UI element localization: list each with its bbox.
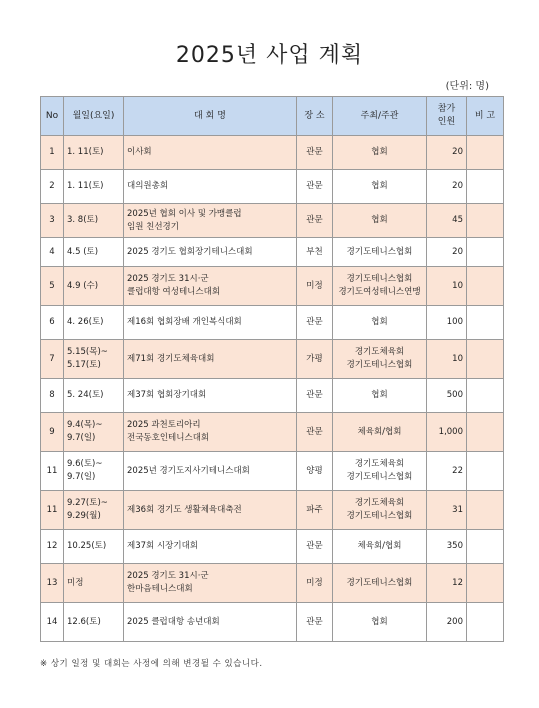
cell-no: 9 <box>41 413 64 452</box>
cell-event-line: 제36회 경기도 생활체육대축전 <box>127 504 242 515</box>
cell-host-line: 경기도테니스협회 <box>346 274 413 284</box>
cell-event <box>124 170 297 204</box>
cell-remarks <box>467 603 504 642</box>
table-row <box>41 413 504 452</box>
cell-date <box>64 530 124 564</box>
cell-participants: 20 <box>427 136 467 170</box>
cell-event-line: 이사회 <box>127 147 152 157</box>
cell-date-line: 9.7(일) <box>67 472 96 482</box>
cell-host-line: 체육회/협회 <box>357 426 402 437</box>
cell-remarks <box>467 379 504 413</box>
cell-date-line: 12.6(토) <box>67 616 101 627</box>
table-body <box>41 136 504 642</box>
cell-place: 미정 <box>297 564 333 603</box>
cell-host <box>333 413 427 452</box>
cell-place: 관문 <box>297 603 333 642</box>
cell-event <box>124 238 297 267</box>
header-remarks: 비 고 <box>467 97 504 136</box>
cell-place: 관문 <box>297 170 333 204</box>
table-row <box>41 267 504 306</box>
cell-date-line: 5.15(목)~ <box>67 347 108 357</box>
cell-event <box>124 379 297 413</box>
cell-participants: 200 <box>427 603 467 642</box>
cell-event <box>124 491 297 530</box>
header-participants <box>427 97 467 136</box>
cell-no: 8 <box>41 379 64 413</box>
header-date: 월일(요일) <box>64 97 124 136</box>
table-row <box>41 306 504 340</box>
cell-participants: 22 <box>427 452 467 491</box>
cell-host <box>333 340 427 379</box>
table-row <box>41 530 504 564</box>
cell-event-line: 2025 경기도 협회장기테니스대회 <box>127 246 253 257</box>
cell-date-line: 5.17(토) <box>67 360 101 370</box>
cell-remarks <box>467 452 504 491</box>
cell-host <box>333 603 427 642</box>
cell-host <box>333 267 427 306</box>
cell-event-line: 2025 경기도 31시·군 <box>127 571 209 581</box>
cell-place: 부천 <box>297 238 333 267</box>
table-row <box>41 603 504 642</box>
cell-date-line: 4.5 (토) <box>67 246 99 257</box>
header-host: 주최/주관 <box>333 97 427 136</box>
cell-participants: 350 <box>427 530 467 564</box>
cell-participants: 12 <box>427 564 467 603</box>
cell-no: 12 <box>41 530 64 564</box>
cell-date-line: 미정 <box>67 577 84 588</box>
cell-date-line: 9.7(일) <box>67 433 96 443</box>
cell-date <box>64 136 124 170</box>
cell-host-line: 경기도체육회 <box>354 347 405 357</box>
header-participants-line: 인원 <box>437 117 456 127</box>
cell-event-line: 2025 경기도 31시·군 <box>127 274 209 284</box>
cell-event <box>124 564 297 603</box>
cell-date <box>64 170 124 204</box>
cell-date <box>64 379 124 413</box>
cell-event-line: 임원 친선경기 <box>127 221 179 232</box>
cell-participants: 20 <box>427 238 467 267</box>
cell-host <box>333 238 427 267</box>
cell-event-line: 제16회 협회장배 개인복식대회 <box>127 317 242 327</box>
cell-date <box>64 238 124 267</box>
cell-host <box>333 170 427 204</box>
cell-host <box>333 564 427 603</box>
header-place: 장 소 <box>297 97 333 136</box>
cell-place: 관문 <box>297 379 333 413</box>
cell-no: 13 <box>41 564 64 603</box>
cell-event-line: 제71회 경기도체육대회 <box>127 353 215 364</box>
cell-event-line: 전국동호인테니스대회 <box>127 433 210 443</box>
cell-event-line: 한마음테니스대회 <box>127 584 193 594</box>
cell-date-line: 4. 26(토) <box>67 317 104 327</box>
cell-no: 14 <box>41 603 64 642</box>
cell-participants: 500 <box>427 379 467 413</box>
cell-place: 가평 <box>297 340 333 379</box>
cell-date <box>64 340 124 379</box>
cell-host-line: 경기도체육회 <box>354 498 405 508</box>
cell-date-line: 5. 24(토) <box>67 390 104 400</box>
cell-host <box>333 306 427 340</box>
table-row <box>41 136 504 170</box>
cell-host-line: 경기도여성테니스연맹 <box>338 287 421 297</box>
cell-no: 11 <box>41 452 64 491</box>
cell-place: 관문 <box>297 530 333 564</box>
cell-event-line: 2025 클럽대항 송년대회 <box>127 616 220 627</box>
cell-remarks <box>467 340 504 379</box>
footnote: ※ 상기 일정 및 대회는 사정에 의해 변경될 수 있습니다. <box>40 659 263 669</box>
table-row <box>41 452 504 491</box>
cell-event-line: 클럽대항 여성테니스대회 <box>127 287 221 297</box>
cell-event <box>124 306 297 340</box>
cell-event <box>124 603 297 642</box>
cell-host-line: 경기도테니스협회 <box>346 246 413 257</box>
cell-date <box>64 603 124 642</box>
table-row <box>41 340 504 379</box>
cell-event-line: 2025 과천토리아리 <box>127 420 201 430</box>
cell-participants: 1,000 <box>427 413 467 452</box>
cell-event-line: 2025년 협회 이사 및 가맹클럽 <box>127 208 242 219</box>
cell-event <box>124 204 297 238</box>
cell-host-line: 경기도테니스협회 <box>346 472 413 482</box>
cell-participants: 10 <box>427 267 467 306</box>
table-row <box>41 170 504 204</box>
cell-date <box>64 413 124 452</box>
cell-remarks <box>467 564 504 603</box>
cell-place: 미정 <box>297 267 333 306</box>
cell-remarks <box>467 238 504 267</box>
cell-place: 관문 <box>297 204 333 238</box>
cell-no: 7 <box>41 340 64 379</box>
cell-host-line: 경기도테니스협회 <box>346 511 413 521</box>
cell-place: 파주 <box>297 491 333 530</box>
cell-host <box>333 204 427 238</box>
cell-no: 5 <box>41 267 64 306</box>
cell-no: 4 <box>41 238 64 267</box>
cell-host <box>333 136 427 170</box>
cell-date-line: 4.9 (수) <box>67 280 99 291</box>
cell-no: 1 <box>41 136 64 170</box>
cell-date <box>64 204 124 238</box>
cell-no: 2 <box>41 170 64 204</box>
cell-event <box>124 530 297 564</box>
cell-date <box>64 491 124 530</box>
cell-remarks <box>467 204 504 238</box>
table-header-row <box>41 97 504 136</box>
cell-host-line: 협회 <box>371 215 388 225</box>
cell-remarks <box>467 491 504 530</box>
cell-host-line: 경기도테니스협회 <box>346 360 413 370</box>
cell-event-line: 2025년 경기도지사기테니스대회 <box>127 465 250 476</box>
cell-date <box>64 267 124 306</box>
cell-remarks <box>467 170 504 204</box>
table-row <box>41 564 504 603</box>
cell-date-line: 9.6(토)~ <box>67 459 103 469</box>
cell-host-line: 경기도체육회 <box>354 459 405 469</box>
header-event: 대 회 명 <box>124 97 297 136</box>
cell-host <box>333 452 427 491</box>
cell-remarks <box>467 530 504 564</box>
cell-host-line: 협회 <box>371 317 388 327</box>
cell-no: 6 <box>41 306 64 340</box>
cell-date <box>64 564 124 603</box>
cell-host <box>333 530 427 564</box>
table-row <box>41 238 504 267</box>
cell-host-line: 협회 <box>371 181 388 191</box>
table-row <box>41 491 504 530</box>
cell-event <box>124 136 297 170</box>
table-row <box>41 379 504 413</box>
cell-host-line: 체육회/협회 <box>357 541 402 551</box>
cell-host-line: 경기도테니스협회 <box>346 577 413 588</box>
cell-date-line: 9.4(목)~ <box>67 420 103 430</box>
cell-remarks <box>467 267 504 306</box>
cell-host-line: 협회 <box>371 147 388 157</box>
cell-event <box>124 340 297 379</box>
cell-date-line: 1. 11(토) <box>67 181 104 191</box>
cell-place: 양평 <box>297 452 333 491</box>
cell-place: 관문 <box>297 306 333 340</box>
cell-participants: 31 <box>427 491 467 530</box>
cell-no: 3 <box>41 204 64 238</box>
cell-event-line: 대의원총회 <box>127 181 169 191</box>
cell-date-line: 3. 8(토) <box>67 215 99 225</box>
cell-date-line: 10.25(토) <box>67 541 107 551</box>
cell-participants: 45 <box>427 204 467 238</box>
cell-date-line: 9.29(월) <box>67 511 101 521</box>
cell-participants: 100 <box>427 306 467 340</box>
cell-host <box>333 491 427 530</box>
cell-event-line: 제37회 협회장기대회 <box>127 390 207 400</box>
cell-date-line: 1. 11(토) <box>67 147 104 157</box>
header-participants-line: 참가 <box>437 104 456 114</box>
cell-event <box>124 452 297 491</box>
cell-event <box>124 267 297 306</box>
cell-no: 11 <box>41 491 64 530</box>
cell-date <box>64 306 124 340</box>
cell-remarks <box>467 136 504 170</box>
cell-date-line: 9.27(토)~ <box>67 498 108 508</box>
header-no: No <box>41 97 64 136</box>
cell-remarks <box>467 306 504 340</box>
unit-label: (단위: 명) <box>445 81 489 92</box>
page-title: 2025년 사업 계획 <box>175 43 364 68</box>
cell-participants: 20 <box>427 170 467 204</box>
cell-host-line: 협회 <box>371 390 388 400</box>
cell-event-line: 제37회 시장기대회 <box>127 541 198 551</box>
cell-place: 관문 <box>297 413 333 452</box>
cell-participants: 10 <box>427 340 467 379</box>
cell-date <box>64 452 124 491</box>
table-row <box>41 204 504 238</box>
cell-remarks <box>467 413 504 452</box>
cell-host-line: 협회 <box>371 616 388 627</box>
business-plan-table <box>40 96 504 642</box>
cell-host <box>333 379 427 413</box>
cell-event <box>124 413 297 452</box>
cell-place: 관문 <box>297 136 333 170</box>
